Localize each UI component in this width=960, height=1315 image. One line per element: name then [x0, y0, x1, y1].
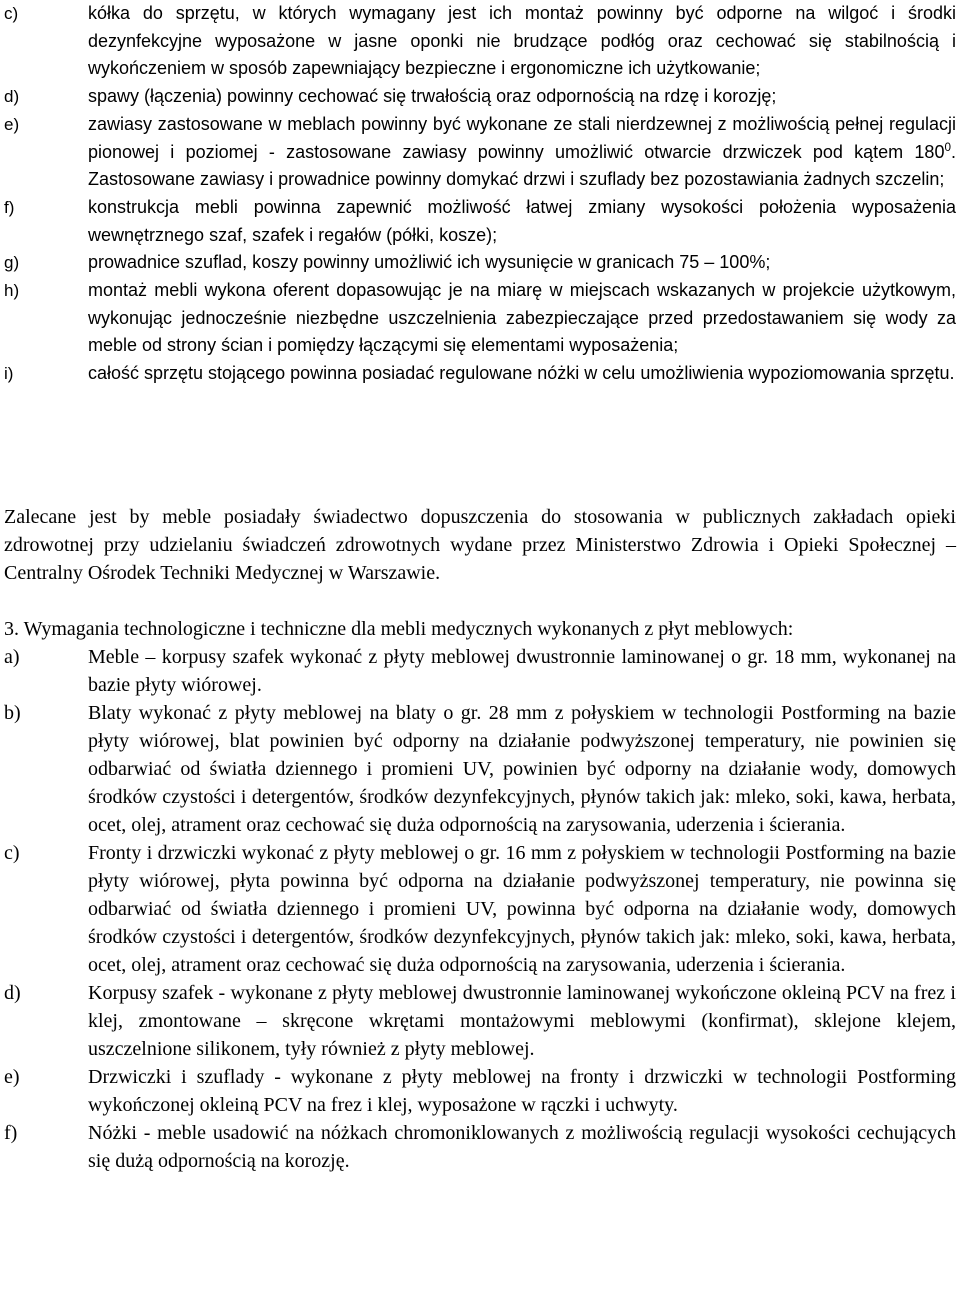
list-marker: g): [4, 253, 20, 273]
section-3-item-c: [0, 839, 960, 979]
list-marker: f): [4, 1122, 18, 1144]
section-body: [0, 503, 960, 1175]
section-3-item-e: [0, 1063, 960, 1119]
list-item-text: konstrukcja mebli powinna zapewnić możliwość łatwej zmiany wysokości położenia wyposażenia wewnętrznego szaf, szafek i regałów (półki, kosze);: [88, 196, 956, 245]
list-item-text: montaż mebli wykona oferent dopasowując je na miarę w miejscach wskazanych w projekcie użytkowym, wykonując jednocześnie niezbędne uszczelnienia zabezpieczające przed przedostawaniem się wody za meble od strony ścian i pomiędzy łączącymi się elementami wyposażenia;: [88, 280, 956, 356]
list-marker: a): [4, 646, 20, 668]
section-3-heading: 3. Wymagania technologiczne i techniczne dla mebli medycznych wykonanych z płyt meblowych:: [4, 618, 794, 640]
list-item-g: [0, 249, 960, 277]
requirements-list: [0, 0, 960, 388]
list-item-text: Korpusy szafek - wykonane z płyty meblowej dwustronnie laminowanej wykończone okleiną PCV na frez i klej, zmontowane – skręcone wkrętami montażowymi meblowymi (konfirmat), sklejone klejem, uszczelnione silikonem, tyły również z płyty meblowej.: [88, 982, 956, 1060]
list-marker: e): [4, 114, 20, 134]
list-marker: e): [4, 1066, 20, 1088]
section-3-item-f: [0, 1119, 960, 1175]
list-item-text: spawy (łączenia) powinny cechować się trwałością oraz odpornością na rdzę i korozję;: [88, 86, 777, 107]
list-marker: c): [4, 4, 19, 23]
list-item-d: [0, 83, 960, 111]
list-item-i: [0, 360, 960, 388]
list-item-h: [0, 277, 960, 360]
list-item-text: Nóżki - meble usadowić na nóżkach chromoniklowanych z możliwością regulacji wysokości cechujących się dużą odpornością na korozję.: [88, 1122, 956, 1172]
list-item-text-part2: . Zastosowane zawiasy i prowadnice powinny domykać drzwi i szuflady bez pozostawiania żadnych szczelin;: [88, 141, 956, 190]
list-marker: h): [4, 281, 20, 301]
list-item-text: Fronty i drzwiczki wykonać z płyty meblowej o gr. 16 mm z połyskiem w technologii Postforming na bazie płyty wiórowej, płyta powinna być odporna na działanie podwyższonej temperatury, nie powinna się odbarwiać od światła dziennego i promieni UV, powinna być odporna na działanie wody, domowych środków czystości i detergentów, środków dezynfekcyjnych, płynów takich jak: mleko, soki, kawa, herbata, ocet, olej, atrament oraz cechować się duża odpornością na zarysowania, uderzenia i ścierania.: [88, 842, 956, 976]
list-item-e: [0, 111, 960, 194]
list-marker: d): [4, 87, 20, 107]
list-marker: c): [4, 842, 20, 864]
list-item-text: Meble – korpusy szafek wykonać z płyty meblowej dwustronnie laminowanej o gr. 18 mm, wykonanej na bazie płyty wiórowej.: [88, 646, 956, 696]
list-marker: i): [4, 364, 14, 384]
list-item-c: [0, 0, 960, 83]
recommendation-paragraph: Zalecane jest by meble posiadały świadectwo dopuszczenia do stosowania w publicznych zakładach opieki zdrowotnej przy udzielaniu świadczeń zdrowotnych wydane przez Ministerstwo Zdrowia i Opieki Społecznej – Centralny Ośrodek Techniki Medycznej w Warszawie.: [4, 506, 956, 584]
list-marker: b): [4, 702, 21, 724]
list-item-text: całość sprzętu stojącego powinna posiadać regulowane nóżki w celu umożliwienia wypoziomowania sprzętu.: [88, 363, 955, 384]
list-item-text-part1: zawiasy zastosowane w meblach powinny być wykonane ze stali nierdzewnej z możliwością pełnej regulacji pionowej i poziomej - zastosowane zawiasy powinny umożliwić otwarcie drzwiczek pod kątem 180: [88, 113, 956, 162]
degree-superscript: 0: [944, 140, 951, 154]
list-item-text: kółka do sprzętu, w których wymagany jest ich montaż powinny być odporne na wilgoć i środki dezynfekcyjne wyposażone w jasne oponki nie brudzące podłóg oraz cechować się stabilnością i wykończeniem w sposób zapewniający bezpieczne i ergonomiczne ich użytkowanie;: [88, 3, 956, 79]
list-item-text: prowadnice szuflad, koszy powinny umożliwić ich wysunięcie w granicach 75 – 100%;: [88, 252, 771, 273]
list-marker: d): [4, 982, 21, 1004]
paragraph-spacer: [0, 587, 960, 615]
list-marker: f): [4, 197, 15, 217]
list-item-text: Blaty wykonać z płyty meblowej na blaty o gr. 28 mm z połyskiem w technologii Postforming na bazie płyty wiórowej, blat powinien być odporny na działanie podwyższonej temperatury, nie powinien się odbarwiać od światła dziennego i promieni UV, powinien być odporny na działanie wody, domowych środków czystości i detergentów, środków dezynfekcyjnych, płynów takich jak: mleko, soki, kawa, herbata, ocet, olej, atrament oraz cechować się duża odpornością na zarysowania, uderzenia i ścierania.: [88, 702, 956, 836]
section-3-item-b: [0, 699, 960, 839]
list-item-f: [0, 194, 960, 249]
section-3-item-a: [0, 643, 960, 699]
section-3-item-d: [0, 979, 960, 1063]
list-item-text: Drzwiczki i szuflady - wykonane z płyty meblowej na fronty i drzwiczki w technologii Postforming wykończonej okleiną PCV na frez i klej, wyposażone w rączki i uchwyty.: [88, 1066, 956, 1116]
